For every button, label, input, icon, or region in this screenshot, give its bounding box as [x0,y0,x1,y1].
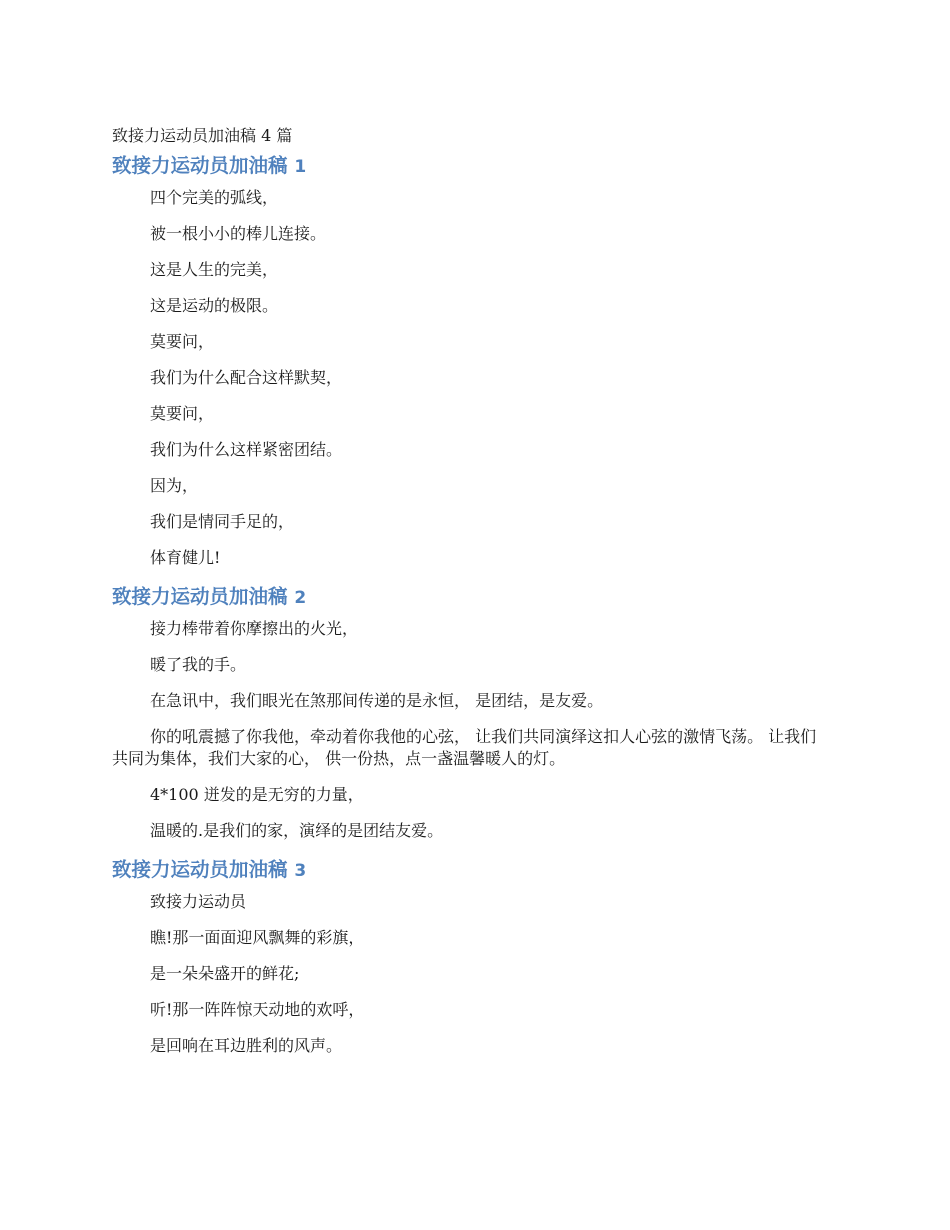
paragraph: 这是人生的完美， [150,260,279,279]
paragraph: 我们为什么配合这样默契， [150,368,343,387]
paragraph: 温暖的.是我们的家，演绎的是团结友爱。 [150,821,444,840]
paragraph: 四个完美的弧线， [150,188,279,207]
paragraph: 听!那一阵阵惊天动地的欢呼， [150,1000,365,1019]
paragraph: 暖了我的手。 [150,655,247,674]
section-heading-text: 致接力运动员加油稿 [112,585,288,608]
document-title: 致接力运动员加油稿 4 篇 [112,126,293,145]
paragraph: 我们是情同手足的， [150,512,295,531]
document-page [112,124,824,1071]
paragraph: 致接力运动员 [150,892,247,911]
section-2 [112,583,824,842]
paragraph: 因为， [150,476,199,495]
paragraph: 是一朵朵盛开的鲜花; [150,964,300,983]
section-heading-number: 2 [294,588,307,608]
section-heading-number: 1 [294,157,307,177]
section-1 [112,152,824,569]
section-heading [112,583,824,612]
paragraph: 接力棒带着你摩擦出的火光， [150,619,359,638]
section-heading-number: 3 [294,861,307,881]
paragraph: 这是运动的极限。 [150,296,279,315]
paragraph: 4*100 迸发的是无穷的力量， [150,785,364,804]
section-heading-text: 致接力运动员加油稿 [112,154,288,177]
paragraph: 你的吼震撼了你我他，牵动着你我他的心弦， 让我们共同演绎这扣人心弦的激情飞荡。 让我们共同为集体，我们大家的心， 供一份热，点一盏温馨暖人的灯。 [112,727,817,768]
paragraph: 体育健儿! [150,548,221,567]
document-body [112,152,824,1057]
section-heading [112,152,824,181]
paragraph: 被一根小小的棒儿连接。 [150,224,327,243]
paragraph: 在急讯中，我们眼光在煞那间传递的是永恒， 是团结，是友爱。 [150,691,604,710]
paragraph: 是回响在耳边胜利的风声。 [150,1036,343,1055]
section-heading [112,856,824,885]
paragraph: 我们为什么这样紧密团结。 [150,440,343,459]
paragraph: 瞧!那一面面迎风飘舞的彩旗， [150,928,365,947]
paragraph: 莫要问， [150,332,215,351]
section-3 [112,856,824,1057]
paragraph: 莫要问， [150,404,215,423]
section-heading-text: 致接力运动员加油稿 [112,858,288,881]
